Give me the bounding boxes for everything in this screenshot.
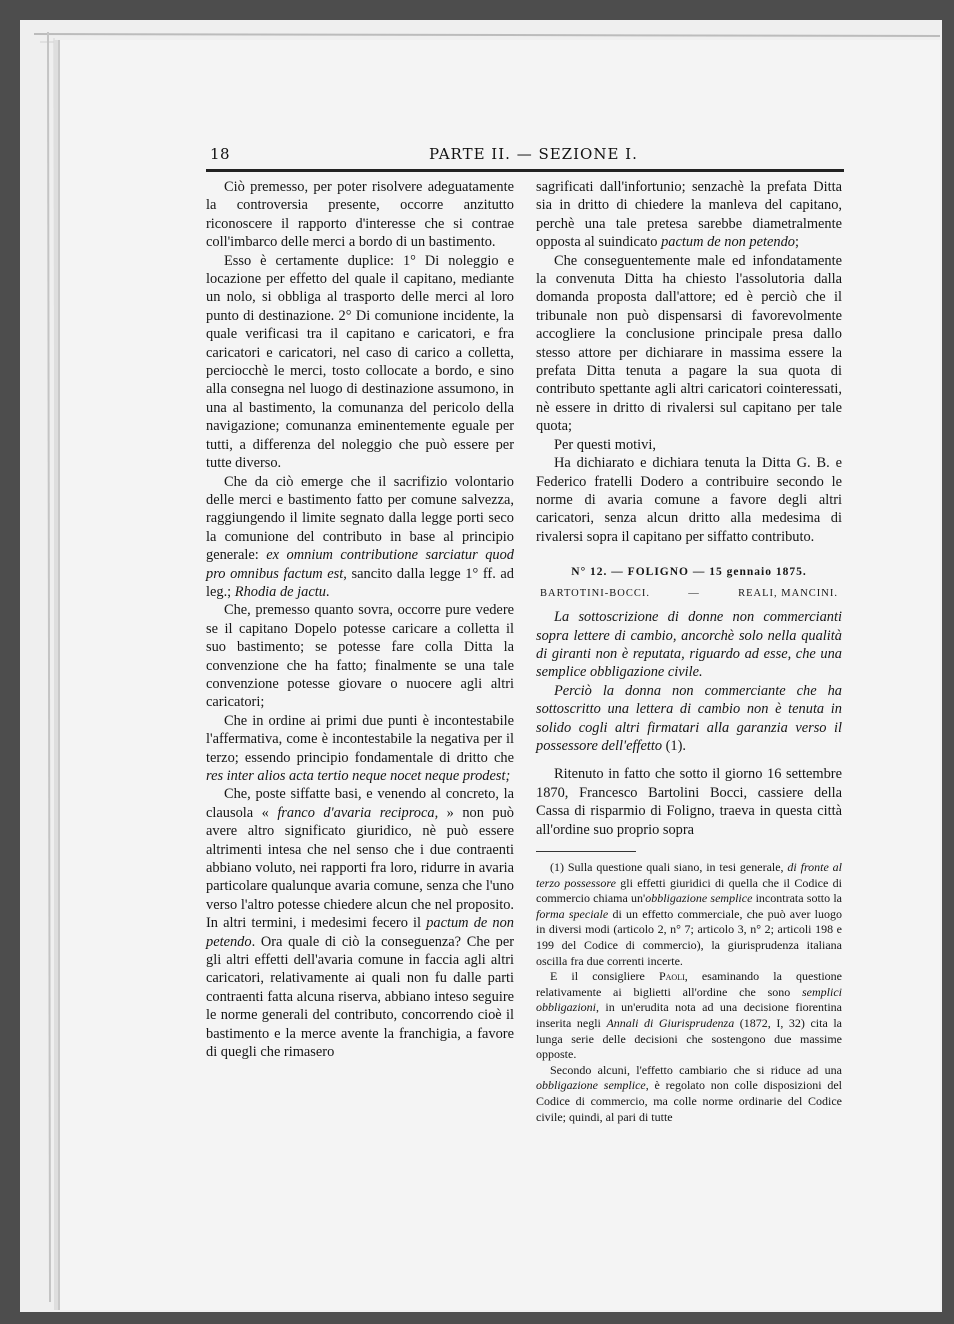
parties-left: BARTOTINI-BOCCI. [540,588,650,600]
latin-term: pactum de non petendo [661,234,795,251]
latin-maxim: res inter alios acta tertio neque nocet neque prodest; [206,768,511,784]
footnote-paragraph: (1) Sulla questione quali siano, in tesi generale, di fronte al terzo possessore gli effetti giuridici di quella che il Codice di commercio chiama un'obbligazione semplice incontrata sotto la forma speciale di un effetto commerciale, che può aver luogo in diversi modi (articolo 2, n° 7; articolo 3, n° 2; articoli 198 e 199 del Codice di commercio), la giurisprudenza italiana oscilla fra due correnti incerte. [536,860,843,968]
paragraph: Che, premesso quanto sovra, occorre pure vedere se il capitano Dopelo potesse caricare a colletta il suo bastimento; se potesse fare colla Ditta la convenzione che ha fatto; finalmente se una tale convenzione potesse giovare o nuocere agli altri caricatori; [206,602,514,711]
clause-quote: franco d'avaria reciproca, [277,804,439,821]
parties-dash: — [688,588,700,600]
latin-maxim: ex omnium contributione sarciatur quod pro omnibus factum est [206,547,515,582]
page-number: 18 [210,145,231,163]
footnote-paragraph: Secondo alcuni, l'effetto cambiario che si riduce ad una obbligazione semplice, è regolato non colle disposizioni del Codice di commercio, ma colle norme ordinarie del Codice civile; quindi, al pari di tutte [536,1062,843,1124]
header-rule [206,169,844,172]
paragraph: Esso è certamente duplice: 1° Di noleggio e locazione per effetto del quale il capitano, mediante un nolo, si obbliga al trasporto delle merci al loro punto di destinazione. 2° Di comunione incidente, la quale verificasi tra il capitano e caricatori, e fra caricatori e caricatori, nel caso di carico a colletta, perciocchè le merci, tosto collocate a bordo, e sino alla consegna nel luogo di destinazione assumono, in una al bastimento, la comunanza del pericolo della navigazione; comunanza eminentemente eguale per tutti, a differenza del noleggio che può essere per tutte diverso. [206,252,514,472]
paragraph: Che in ordine ai primi due punti è incontestabile l'affermativa, come è incontestabile la negativa per il terzo; essendo principio fondamentale di dritto che res inter alios acta tertio neque nocet neque prodest; [206,712,514,784]
paragraph: Ciò premesso, per poter risolvere adeguatamente la controversia presente, occorre anzitutto riconoscere il rapporto d'interesse che si contrae coll'imbarco delle merci a bordo di un bastimento. [206,179,514,251]
headnote-paragraph: La sottoscrizione di donne non commercianti sopra lettere di cambio, ancorchè solo nella qualità di giranti non è reputata, riguardo ad esse, che una semplice obbligazione civile. [536,609,842,681]
right-column [536,178,842,1125]
paragraph: Che, poste siffatte basi, e venendo al concreto, la clausola « franco d'avaria reciproca, » non può avere altro significato giuridico, nè può essere altrimenti intesa che nel senso che i due contraenti abbiano voluto, nei rapporti fra loro, ridurre in avaria particolare qualunque avaria comune, senza che l'uno verso l'altro potesse chiedere alcun che nel proposito. In altri termini, i medesimi fecero il pactum de non petendo. Ora quale di ciò la conseguenza? Che per gli altri effetti dell'avaria comune in faccia agli altri caricatori, relativamente ai quali non fu dalle parti contraenti fatta alcuna riserva, abbiano inteso seguire le norme generali del contributo, concorrendo cioè il bastimento e la merce avente la franchigia, a favore di quegli che rimasero [206,786,514,1061]
case-parties [536,584,842,604]
latin-term: pactum de non petendo [206,915,514,950]
left-column [206,178,514,1062]
paragraph: Ritenuto in fatto che sotto il giorno 16 settembre 1870, Francesco Bartolini Bocci, cassiere della Cassa di risparmio di Foligno, traeva in questa città all'ordine suo proprio sopra [536,766,842,838]
paragraph: Ha dichiarato e dichiara tenuta la Ditta G. B. e Federico fratelli Dodero a contribuire secondo le norme di avaria comune a favore degli altri caricatori, senza alcun dritto alla medesima di rivalersi sopra il capitano per siffatto contributo. [536,455,842,545]
case-headnote [536,608,842,755]
paragraph: Che conseguentemente male ed infondatamente la convenuta Ditta ha chiesto l'assolutoria dalla domanda proposta dall'attore; ed è perciò che il tribunale non può dispensarsi di favorevolmente accogliere la conclusione principale presa dallo stesso attore per dichiarare in massima essere la prefata Ditta tenuta a pagare la sua quota di contributo spettante agli altri caricatori cointeressati, nè essere in dritto di rivalersi sul capitano per tale quota; [536,252,842,435]
law-reference: Rhodia de jactu [234,583,326,600]
footnote-marker: (1). [662,737,687,754]
parties-right: REALI, MANCINI. [738,588,838,600]
case-heading: N° 12. — FOLIGNO — 15 gennaio 1875. [571,566,807,579]
footnotes [536,860,842,1125]
footnote-paragraph: E il consigliere Paoli, esaminando la questione relativamente ai biglietti all'ordine che sono semplici obbligazioni, in un'erudita nota ad una decisione fiorentina inserita negli Annali di Giurisprudenza (1872, I, 32) cita la lunga serie delle decisioni che sostengono due massime opposte. [536,969,842,1062]
paragraph: sagrificati dall'infortunio; senzachè la prefata Ditta sia in dritto di chiedere la manleva del capitano, perchè una tale pretesa sarebbe diametralmente opposta al suindicato pactum de non petendo; [536,179,842,251]
paragraph: Che da ciò emerge che il sacrifizio volontario delle merci e bastimento fatto per comune salvezza, raggiungendo il limite segnato dalla legge porti seco la comunione del contributo in base al principio generale: ex omnium contributione sarciatur quod pro omnibus factum est, sancito dalla legge 1° ff. ad leg.; Rhodia de jactu. [206,473,515,600]
running-title: PARTE II. — SEZIONE I. [429,145,638,163]
paragraph: Per questi motivi, [554,436,656,453]
running-head [206,143,844,167]
footnote-rule [536,851,636,852]
headnote-paragraph: Perciò la donna non commerciante che ha sottoscritto una lettera di cambio non è tenuta in solido cogli altri firmatari alla garanzia verso il possessore dell'effetto (1). [536,682,842,754]
